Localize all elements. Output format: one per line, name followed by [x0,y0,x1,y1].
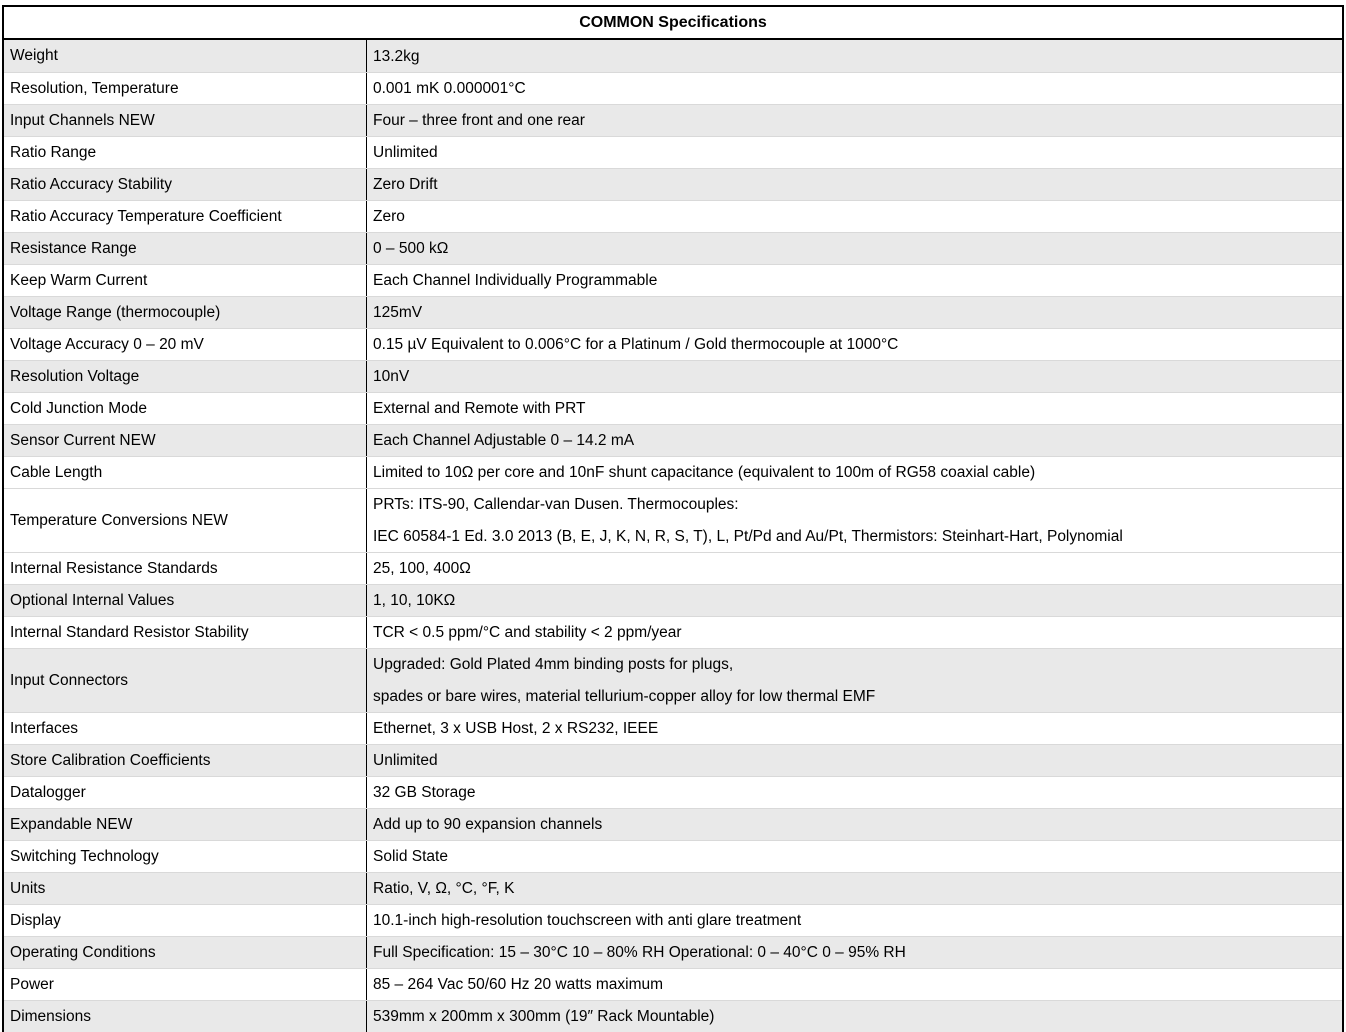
spec-label: Sensor Current NEW [4,425,367,456]
spec-value-line: Unlimited [373,144,438,161]
spec-label: Display [4,905,367,936]
table-row [4,616,1342,648]
table-row [4,328,1342,360]
table-row [4,136,1342,168]
spec-value [367,169,1342,200]
spec-value [367,361,1342,392]
spec-value-line: Each Channel Individually Programmable [373,272,658,289]
spec-label: Ratio Accuracy Stability [4,169,367,200]
table-row [4,744,1342,776]
spec-value-line: TCR < 0.5 ppm/°C and stability < 2 ppm/year [373,624,682,641]
table-row [4,936,1342,968]
spec-value-line: 0.15 µV Equivalent to 0.006°C for a Platinum / Gold thermocouple at 1000°C [373,336,899,353]
spec-label: Switching Technology [4,841,367,872]
spec-value [367,73,1342,104]
spec-label: Operating Conditions [4,937,367,968]
spec-value-line: Ethernet, 3 x USB Host, 2 x RS232, IEEE [373,720,659,737]
table-row [4,360,1342,392]
table-row [4,232,1342,264]
spec-value [367,489,1342,552]
spec-value [367,745,1342,776]
spec-value-line: PRTs: ITS-90, Callendar-van Dusen. Thermocouples: [373,495,739,513]
table-body [4,40,1342,1032]
spec-value-line: Solid State [373,848,448,865]
table-row [4,168,1342,200]
table-row [4,200,1342,232]
table-row [4,648,1342,712]
spec-value [367,137,1342,168]
spec-label: Weight [4,40,367,72]
spec-value [367,1001,1342,1032]
spec-value [367,105,1342,136]
spec-value [367,713,1342,744]
spec-label: Resistance Range [4,233,367,264]
spec-value [367,201,1342,232]
spec-value-line: 1, 10, 10KΩ [373,592,456,609]
table-row [4,392,1342,424]
spec-label: Units [4,873,367,904]
table-row [4,72,1342,104]
table-row [4,872,1342,904]
spec-label: Input Connectors [4,649,367,712]
spec-label: Voltage Accuracy 0 – 20 mV [4,329,367,360]
spec-value-line: Zero Drift [373,176,438,193]
spec-value-line: Ratio, V, Ω, °C, °F, K [373,880,515,897]
spec-value-line: 10.1-inch high-resolution touchscreen with anti glare treatment [373,912,802,929]
table-row [4,488,1342,552]
spec-label: Cold Junction Mode [4,393,367,424]
spec-value [367,265,1342,296]
spec-value-line: spades or bare wires, material tellurium-copper alloy for low thermal EMF [373,687,876,705]
table-row [4,584,1342,616]
spec-label: Internal Standard Resistor Stability [4,617,367,648]
spec-value-line: Unlimited [373,752,438,769]
table-row [4,296,1342,328]
spec-label: Resolution Voltage [4,361,367,392]
spec-value [367,969,1342,1000]
spec-value [367,457,1342,488]
table-row [4,552,1342,584]
spec-value [367,553,1342,584]
spec-value [367,777,1342,808]
spec-value [367,809,1342,840]
spec-value-line: 0 – 500 kΩ [373,240,449,257]
spec-value-line: Limited to 10Ω per core and 10nF shunt capacitance (equivalent to 100m of RG58 coaxial cable) [373,464,1036,481]
spec-value [367,425,1342,456]
table-row [4,840,1342,872]
spec-value [367,297,1342,328]
spec-value-line: 25, 100, 400Ω [373,560,471,577]
spec-label: Voltage Range (thermocouple) [4,297,367,328]
spec-label: Ratio Range [4,137,367,168]
table-row [4,904,1342,936]
spec-label: Interfaces [4,713,367,744]
spec-value-line: 539mm x 200mm x 300mm (19″ Rack Mountable) [373,1008,715,1025]
spec-label: Internal Resistance Standards [4,553,367,584]
spec-value-line: Each Channel Adjustable 0 – 14.2 mA [373,432,635,449]
spec-value-line: 32 GB Storage [373,784,476,801]
spec-value [367,40,1342,72]
spec-value-line: Zero [373,208,405,225]
spec-value-line: 0.001 mK 0.000001°C [373,80,526,97]
table-row [4,968,1342,1000]
spec-value [367,329,1342,360]
spec-label: Cable Length [4,457,367,488]
spec-value-line: Add up to 90 expansion channels [373,816,603,833]
spec-value [367,585,1342,616]
spec-label: Ratio Accuracy Temperature Coefficient [4,201,367,232]
spec-label: Store Calibration Coefficients [4,745,367,776]
table-row [4,808,1342,840]
spec-value-line: Full Specification: 15 – 30°C 10 – 80% RH Operational: 0 – 40°C 0 – 95% RH [373,944,906,961]
spec-value [367,905,1342,936]
table-row [4,1000,1342,1032]
spec-label: Power [4,969,367,1000]
table-title: COMMON Specifications [4,7,1342,40]
table-row [4,456,1342,488]
specifications-table [2,5,1344,1032]
spec-label: Datalogger [4,777,367,808]
spec-label: Keep Warm Current [4,265,367,296]
spec-label: Expandable NEW [4,809,367,840]
spec-label: Input Channels NEW [4,105,367,136]
spec-value [367,649,1342,712]
spec-value [367,233,1342,264]
spec-value [367,937,1342,968]
spec-value-line: Upgraded: Gold Plated 4mm binding posts for plugs, [373,655,734,673]
spec-label: Resolution, Temperature [4,73,367,104]
spec-value [367,841,1342,872]
spec-value-line: IEC 60584-1 Ed. 3.0 2013 (B, E, J, K, N, R, S, T), L, Pt/Pd and Au/Pt, Thermistors: Steinhart-Hart, Polynomial [373,527,1123,545]
table-row [4,776,1342,808]
table-row [4,712,1342,744]
spec-value-line: External and Remote with PRT [373,400,586,417]
table-row [4,264,1342,296]
spec-value-line: 10nV [373,368,410,385]
spec-label: Temperature Conversions NEW [4,489,367,552]
spec-label: Optional Internal Values [4,585,367,616]
spec-value-line: Four – three front and one rear [373,112,585,129]
spec-value [367,617,1342,648]
spec-value [367,393,1342,424]
table-row [4,424,1342,456]
spec-label: Dimensions [4,1001,367,1032]
table-row [4,40,1342,72]
spec-value-line: 125mV [373,304,423,321]
spec-value-line: 85 – 264 Vac 50/60 Hz 20 watts maximum [373,976,664,993]
spec-value [367,873,1342,904]
spec-value-line: 13.2kg [373,47,420,65]
table-row [4,104,1342,136]
